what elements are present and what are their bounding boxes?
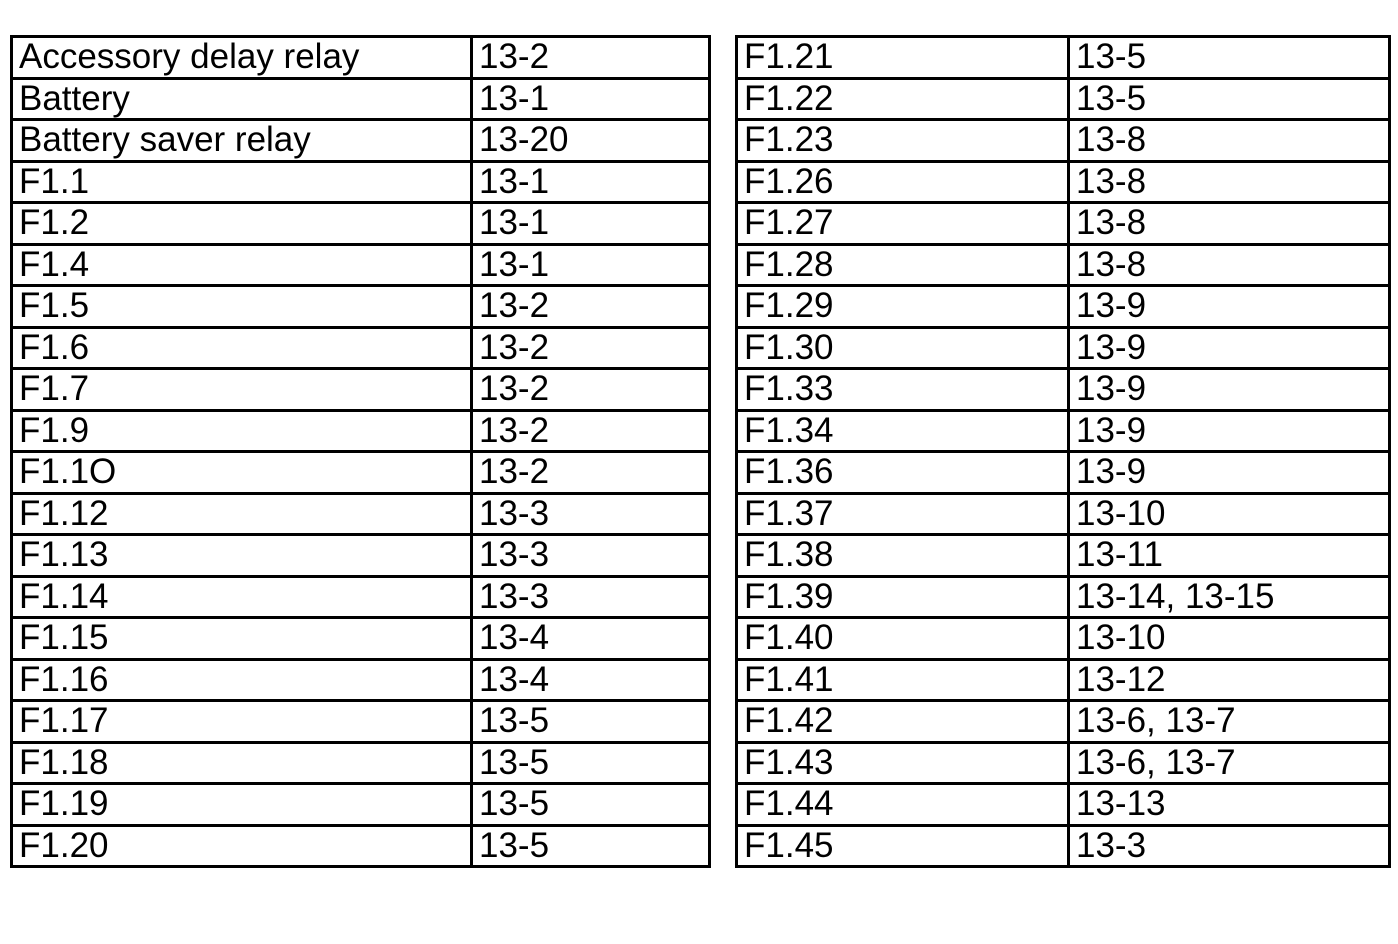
component-name-cell: Accessory delay relay (12, 37, 472, 79)
component-name-cell: F1.12 (12, 493, 472, 535)
component-name-cell: F1.26 (737, 161, 1069, 203)
component-name-cell: F1.45 (737, 825, 1069, 867)
component-name-cell: F1.19 (12, 784, 472, 826)
page-reference-cell: 13-2 (472, 286, 710, 328)
page-reference-cell: 13-3 (472, 493, 710, 535)
table-row (737, 78, 1390, 120)
page-reference-cell: 13-5 (472, 701, 710, 743)
component-name-cell: F1.37 (737, 493, 1069, 535)
page-reference-cell: 13-9 (1069, 286, 1390, 328)
table-row (737, 659, 1390, 701)
table-row (737, 742, 1390, 784)
component-name-cell: F1.21 (737, 37, 1069, 79)
component-name-cell: F1.4 (12, 244, 472, 286)
component-name-cell: F1.29 (737, 286, 1069, 328)
page-reference-cell: 13-5 (1069, 37, 1390, 79)
page-reference-cell: 13-1 (472, 161, 710, 203)
page-reference-cell: 13-11 (1069, 535, 1390, 577)
component-name-cell: Battery saver relay (12, 120, 472, 162)
table-row (737, 327, 1390, 369)
component-name-cell: F1.20 (12, 825, 472, 867)
component-name-cell: F1.44 (737, 784, 1069, 826)
page-reference-cell: 13-8 (1069, 161, 1390, 203)
component-name-cell: Battery (12, 78, 472, 120)
page-reference-cell: 13-3 (1069, 825, 1390, 867)
table-row (737, 701, 1390, 743)
page-reference-cell: 13-3 (472, 535, 710, 577)
page-reference-cell: 13-12 (1069, 659, 1390, 701)
component-name-cell: F1.15 (12, 618, 472, 660)
page-reference-cell: 13-2 (472, 37, 710, 79)
page-reference-cell: 13-2 (472, 369, 710, 411)
component-name-cell: F1.7 (12, 369, 472, 411)
table-row (12, 825, 710, 867)
table-row (12, 161, 710, 203)
component-name-cell: F1.40 (737, 618, 1069, 660)
table-row (737, 618, 1390, 660)
page-reference-cell: 13-10 (1069, 493, 1390, 535)
page-reference-cell: 13-5 (1069, 78, 1390, 120)
component-name-cell: F1.14 (12, 576, 472, 618)
page-reference-cell: 13-4 (472, 618, 710, 660)
table-row (737, 161, 1390, 203)
component-name-cell: F1.39 (737, 576, 1069, 618)
page-reference-cell: 13-4 (472, 659, 710, 701)
page-reference-cell: 13-9 (1069, 410, 1390, 452)
table-row (12, 618, 710, 660)
table-row (737, 120, 1390, 162)
page-reference-cell: 13-5 (472, 784, 710, 826)
component-name-cell: F1.27 (737, 203, 1069, 245)
table-row (737, 203, 1390, 245)
component-name-cell: F1.38 (737, 535, 1069, 577)
component-name-cell: F1.1O (12, 452, 472, 494)
page-reference-cell: 13-5 (472, 742, 710, 784)
component-name-cell: F1.17 (12, 701, 472, 743)
table-row (12, 742, 710, 784)
table-row (12, 410, 710, 452)
table-row (12, 203, 710, 245)
table-body-left (12, 37, 710, 867)
table-row (12, 701, 710, 743)
table-row (737, 244, 1390, 286)
table-row (12, 452, 710, 494)
table-row (12, 120, 710, 162)
component-name-cell: F1.30 (737, 327, 1069, 369)
page-reference-cell: 13-8 (1069, 203, 1390, 245)
table-row (12, 37, 710, 79)
page-reference-cell: 13-9 (1069, 327, 1390, 369)
table-row (12, 659, 710, 701)
page-reference-cell: 13-20 (472, 120, 710, 162)
table-row (737, 286, 1390, 328)
component-name-cell: F1.1 (12, 161, 472, 203)
component-index-table-right (735, 35, 1391, 868)
page-reference-cell: 13-2 (472, 452, 710, 494)
component-index-table-left (10, 35, 711, 868)
table-row (12, 576, 710, 618)
component-name-cell: F1.43 (737, 742, 1069, 784)
table-row (737, 369, 1390, 411)
table-row (12, 369, 710, 411)
table-row (737, 37, 1390, 79)
page-reference-cell: 13-14, 13-15 (1069, 576, 1390, 618)
component-name-cell: F1.36 (737, 452, 1069, 494)
component-name-cell: F1.33 (737, 369, 1069, 411)
table-row (737, 535, 1390, 577)
table-row (12, 784, 710, 826)
page-reference-cell: 13-5 (472, 825, 710, 867)
component-name-cell: F1.22 (737, 78, 1069, 120)
component-name-cell: F1.18 (12, 742, 472, 784)
table-row (737, 576, 1390, 618)
table-row (737, 784, 1390, 826)
component-name-cell: F1.41 (737, 659, 1069, 701)
component-name-cell: F1.28 (737, 244, 1069, 286)
component-name-cell: F1.5 (12, 286, 472, 328)
component-name-cell: F1.16 (12, 659, 472, 701)
component-name-cell: F1.23 (737, 120, 1069, 162)
table-row (737, 410, 1390, 452)
page-reference-cell: 13-3 (472, 576, 710, 618)
page-reference-cell: 13-1 (472, 244, 710, 286)
component-name-cell: F1.9 (12, 410, 472, 452)
component-name-cell: F1.34 (737, 410, 1069, 452)
page-reference-cell: 13-8 (1069, 244, 1390, 286)
table-row (12, 78, 710, 120)
page-reference-cell: 13-1 (472, 203, 710, 245)
component-name-cell: F1.42 (737, 701, 1069, 743)
component-name-cell: F1.13 (12, 535, 472, 577)
table-row (12, 244, 710, 286)
page-reference-cell: 13-8 (1069, 120, 1390, 162)
table-row (12, 327, 710, 369)
table-row (737, 452, 1390, 494)
page-reference-cell: 13-13 (1069, 784, 1390, 826)
page-reference-cell: 13-2 (472, 410, 710, 452)
page-reference-cell: 13-1 (472, 78, 710, 120)
table-row (12, 286, 710, 328)
page-reference-cell: 13-10 (1069, 618, 1390, 660)
page-reference-cell: 13-6, 13-7 (1069, 742, 1390, 784)
page-reference-cell: 13-2 (472, 327, 710, 369)
table-row (737, 825, 1390, 867)
table-row (737, 493, 1390, 535)
page-reference-cell: 13-6, 13-7 (1069, 701, 1390, 743)
page-reference-cell: 13-9 (1069, 452, 1390, 494)
table-row (12, 493, 710, 535)
table-body-right (737, 37, 1390, 867)
component-name-cell: F1.2 (12, 203, 472, 245)
page-reference-cell: 13-9 (1069, 369, 1390, 411)
table-row (12, 535, 710, 577)
component-name-cell: F1.6 (12, 327, 472, 369)
